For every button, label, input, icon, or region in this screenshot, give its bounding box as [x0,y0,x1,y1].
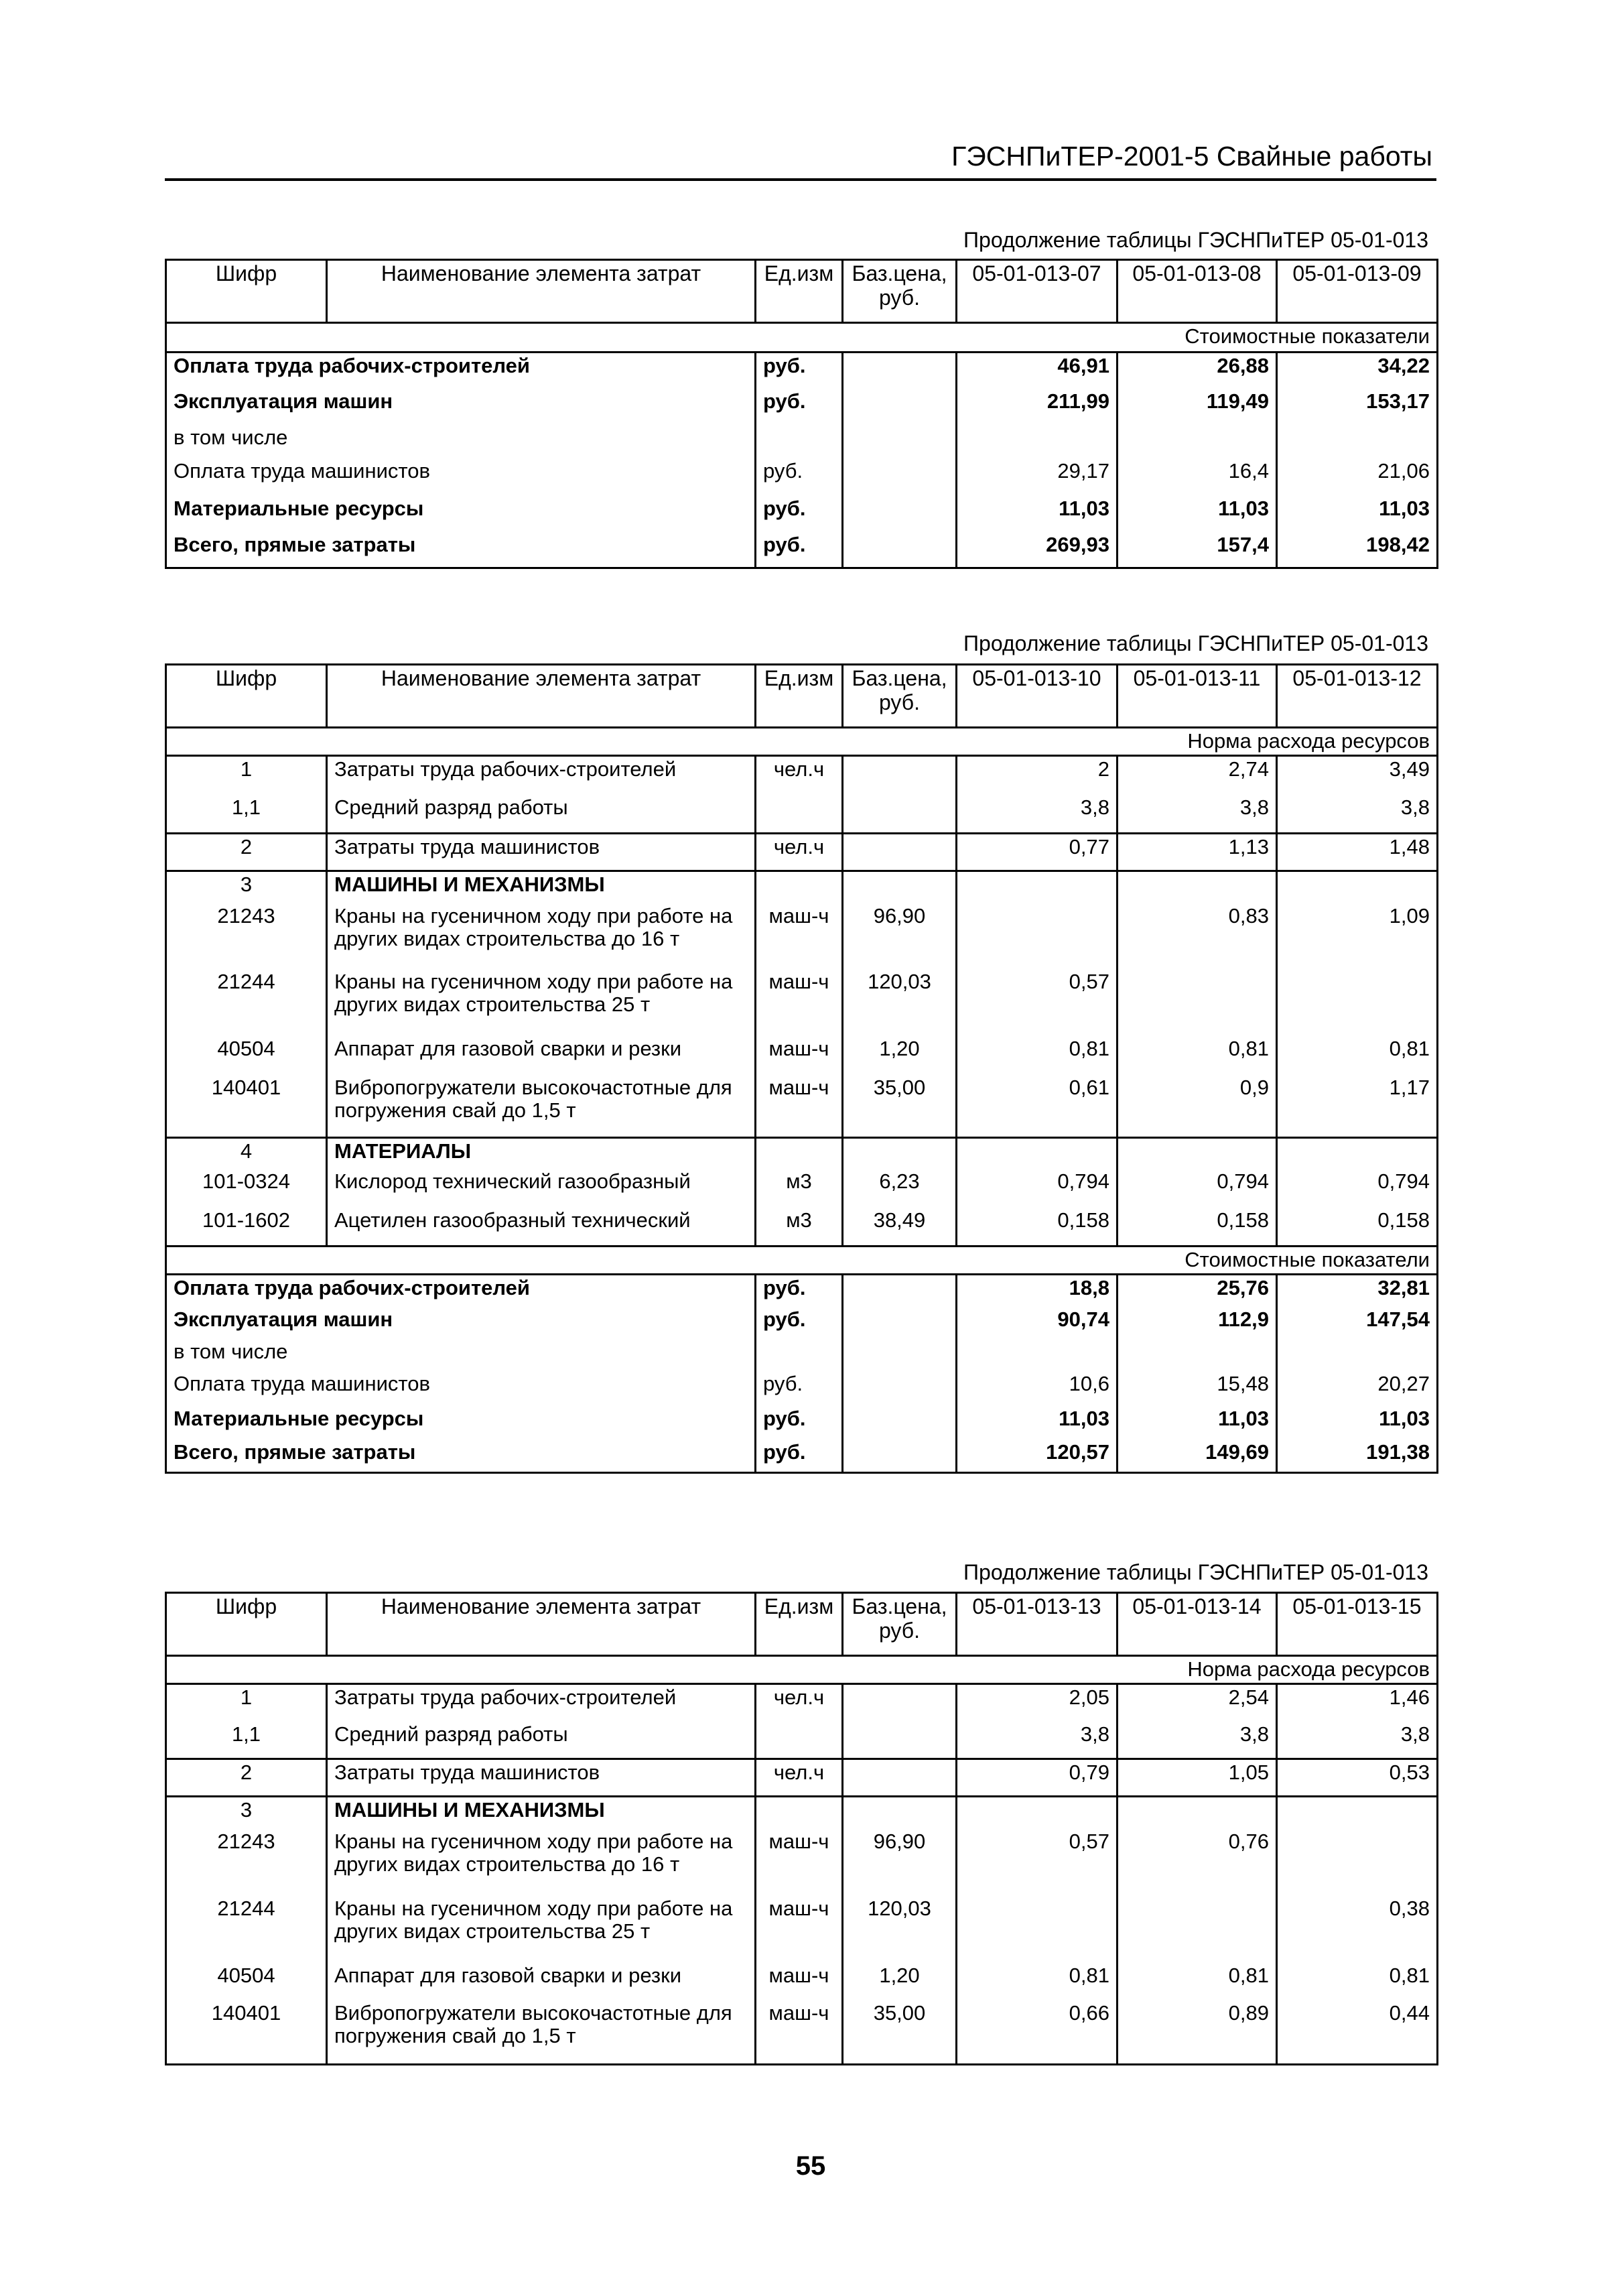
row-name: Краны на гусеничном ходу при работе на других видах строительства 25 т [327,1896,756,1963]
table-header-row [166,665,1438,728]
col-header-unit: Ед.изм [756,1593,843,1656]
row-unit: маш-ч [756,1829,843,1896]
row-value-2: 0,9 [1118,1075,1277,1138]
row-value-2: 0,89 [1118,2000,1277,2065]
row-unit: маш-ч [756,969,843,1036]
row-value-3: 32,81 [1277,1275,1438,1307]
row-value-3: 0,81 [1277,1963,1438,2000]
row-unit: руб. [756,532,843,568]
row-value-2: 16,4 [1118,458,1277,496]
row-value-1 [957,1339,1118,1371]
row-price [843,1722,957,1759]
row-code: 2 [166,834,327,871]
row-unit: руб. [756,1275,843,1307]
section-label: Стоимостные показатели [166,1247,1438,1275]
row-value-1 [957,1138,1118,1169]
row-value-1: 0,79 [957,1759,1118,1797]
row-value-1 [957,1896,1118,1963]
row-value-1: 18,8 [957,1275,1118,1307]
row-name: Вибропогружатели высокочастотные для погружения свай до 1,5 т [327,2000,756,2065]
row-name: Материальные ресурсы [166,1406,756,1440]
row-name: Аппарат для газовой сварки и резки [327,1963,756,2000]
row-code: 3 [166,1797,327,1829]
row-price [843,425,957,458]
col-header-1: 05-01-013-13 [957,1593,1118,1656]
row-value-3: 3,8 [1277,795,1438,834]
row-code: 140401 [166,1075,327,1138]
row-name: Ацетилен газообразный технический [327,1208,756,1247]
row-price [843,532,957,568]
row-price [843,871,957,903]
row-unit: маш-ч [756,1963,843,2000]
col-header-price: Баз.цена, руб. [843,260,957,323]
row-name: Краны на гусеничном ходу при работе на других видах строительства 25 т [327,969,756,1036]
row-value-1: 0,158 [957,1208,1118,1247]
col-header-2: 05-01-013-08 [1118,260,1277,323]
row-price [843,1307,957,1339]
row-value-2 [1118,969,1277,1036]
row-price [843,389,957,425]
header-divider [165,178,1436,181]
row-name: Затраты труда машинистов [327,834,756,871]
row-price [843,458,957,496]
col-header-name: Наименование элемента затрат [327,1593,756,1656]
row-value-2: 119,49 [1118,389,1277,425]
row-value-2: 0,81 [1118,1036,1277,1075]
row-value-2: 3,8 [1118,795,1277,834]
row-value-2: 0,158 [1118,1208,1277,1247]
row-code: 4 [166,1138,327,1169]
row-unit: маш-ч [756,2000,843,2065]
row-value-2 [1118,1797,1277,1829]
table-row [166,834,1438,871]
table-row [166,1371,1438,1406]
row-unit [756,1339,843,1371]
row-value-3: 0,158 [1277,1208,1438,1247]
row-price [843,834,957,871]
col-header-name: Наименование элемента затрат [327,260,756,323]
row-value-1: 29,17 [957,458,1118,496]
col-header-2: 05-01-013-11 [1118,665,1277,728]
row-value-1: 2 [957,756,1118,795]
table-row [166,1075,1438,1138]
col-header-code: Шифр [166,1593,327,1656]
row-name: в том числе [166,425,756,458]
row-unit: чел.ч [756,756,843,795]
row-value-2: 15,48 [1118,1371,1277,1406]
section-row [166,1656,1438,1684]
row-unit [756,871,843,903]
row-value-3: 3,49 [1277,756,1438,795]
row-name: Затраты труда рабочих-строителей [327,1684,756,1722]
row-name: МАТЕРИАЛЫ [327,1138,756,1169]
row-value-1: 0,66 [957,2000,1118,2065]
row-value-1: 211,99 [957,389,1118,425]
section-row [166,323,1438,353]
row-code: 40504 [166,1963,327,2000]
table-row [166,1275,1438,1307]
row-value-3 [1277,871,1438,903]
row-value-1 [957,903,1118,969]
row-value-1: 269,93 [957,532,1118,568]
table-row [166,903,1438,969]
row-value-2: 11,03 [1118,1406,1277,1440]
table-3 [165,1592,1438,2065]
row-unit: маш-ч [756,1075,843,1138]
row-value-2 [1118,1339,1277,1371]
table-header-row [166,1593,1438,1656]
row-unit [756,795,843,834]
row-value-3 [1277,1829,1438,1896]
row-price: 35,00 [843,1075,957,1138]
col-header-1: 05-01-013-07 [957,260,1118,323]
table-row [166,1829,1438,1896]
table-row [166,1208,1438,1247]
row-value-2 [1118,425,1277,458]
table-row [166,1684,1438,1722]
row-value-3: 1,17 [1277,1075,1438,1138]
row-name: Материальные ресурсы [166,496,756,532]
row-price [843,1275,957,1307]
row-unit: маш-ч [756,1896,843,1963]
row-code: 1,1 [166,1722,327,1759]
row-value-3: 3,8 [1277,1722,1438,1759]
row-value-3: 198,42 [1277,532,1438,568]
row-value-1: 0,57 [957,969,1118,1036]
row-value-1 [957,871,1118,903]
row-value-3: 0,44 [1277,2000,1438,2065]
table-row [166,1138,1438,1169]
table-2-caption: Продолжение таблицы ГЭСНПиТЕР 05-01-013 [963,631,1428,655]
row-value-3 [1277,1797,1438,1829]
section-label: Норма расхода ресурсов [166,1656,1438,1684]
row-price [843,1684,957,1722]
row-name: Всего, прямые затраты [166,532,756,568]
row-name: Оплата труда рабочих-строителей [166,1275,756,1307]
row-value-1: 2,05 [957,1684,1118,1722]
row-name: Вибропогружатели высокочастотные для погружения свай до 1,5 т [327,1075,756,1138]
row-value-1: 120,57 [957,1440,1118,1473]
row-price: 35,00 [843,2000,957,2065]
row-unit: руб. [756,1307,843,1339]
table-row [166,1722,1438,1759]
row-value-2: 149,69 [1118,1440,1277,1473]
table-row [166,458,1438,496]
row-price [843,353,957,389]
table-row [166,1339,1438,1371]
row-price: 96,90 [843,903,957,969]
row-unit: маш-ч [756,1036,843,1075]
row-unit: руб. [756,1440,843,1473]
table-row [166,1797,1438,1829]
table-row [166,1963,1438,2000]
row-price [843,1440,957,1473]
table-row [166,1169,1438,1208]
row-price [843,1797,957,1829]
row-value-2: 26,88 [1118,353,1277,389]
row-value-1: 0,794 [957,1169,1118,1208]
row-value-3: 20,27 [1277,1371,1438,1406]
col-header-3: 05-01-013-09 [1277,260,1438,323]
table-2 [165,663,1438,1474]
row-code: 1,1 [166,795,327,834]
col-header-3: 05-01-013-15 [1277,1593,1438,1656]
row-unit: м3 [756,1169,843,1208]
col-header-1: 05-01-013-10 [957,665,1118,728]
table-row [166,1406,1438,1440]
row-unit [756,1722,843,1759]
row-code: 21243 [166,903,327,969]
row-price [843,1759,957,1797]
page-number: 55 [795,2151,826,2181]
table-row [166,353,1438,389]
row-price: 38,49 [843,1208,957,1247]
row-name: Эксплуатация машин [166,1307,756,1339]
row-value-2: 2,74 [1118,756,1277,795]
table-row [166,1440,1438,1473]
row-price: 1,20 [843,1963,957,2000]
section-label: Стоимостные показатели [166,323,1438,353]
row-code: 21243 [166,1829,327,1896]
row-value-2: 2,54 [1118,1684,1277,1722]
row-value-3: 1,46 [1277,1684,1438,1722]
row-value-2 [1118,1138,1277,1169]
row-price [843,795,957,834]
table-row [166,389,1438,425]
row-unit: чел.ч [756,1759,843,1797]
row-price: 96,90 [843,1829,957,1896]
row-unit: руб. [756,496,843,532]
row-name: в том числе [166,1339,756,1371]
table-row [166,1759,1438,1797]
row-value-3: 153,17 [1277,389,1438,425]
table-row [166,532,1438,568]
row-value-3 [1277,425,1438,458]
row-unit: руб. [756,389,843,425]
table-row [166,496,1438,532]
row-code: 2 [166,1759,327,1797]
row-value-2: 3,8 [1118,1722,1277,1759]
table-row [166,1307,1438,1339]
row-name: Аппарат для газовой сварки и резки [327,1036,756,1075]
row-price [843,1339,957,1371]
row-price: 6,23 [843,1169,957,1208]
row-unit: чел.ч [756,834,843,871]
row-value-1: 3,8 [957,795,1118,834]
table-row [166,795,1438,834]
row-value-1: 0,77 [957,834,1118,871]
row-code: 3 [166,871,327,903]
table-row [166,969,1438,1036]
row-code: 21244 [166,1896,327,1963]
row-value-3 [1277,1339,1438,1371]
row-value-2: 25,76 [1118,1275,1277,1307]
row-value-3: 0,81 [1277,1036,1438,1075]
col-header-unit: Ед.изм [756,665,843,728]
row-value-3: 0,53 [1277,1759,1438,1797]
table-row [166,1036,1438,1075]
row-price: 1,20 [843,1036,957,1075]
row-value-2: 0,81 [1118,1963,1277,2000]
row-value-2: 112,9 [1118,1307,1277,1339]
row-value-2: 0,83 [1118,903,1277,969]
col-header-3: 05-01-013-12 [1277,665,1438,728]
row-unit: м3 [756,1208,843,1247]
row-value-1: 11,03 [957,1406,1118,1440]
row-value-3: 21,06 [1277,458,1438,496]
table-1-caption: Продолжение таблицы ГЭСНПиТЕР 05-01-013 [963,228,1428,252]
section-row [166,728,1438,756]
row-value-2 [1118,1896,1277,1963]
row-code: 1 [166,756,327,795]
col-header-code: Шифр [166,260,327,323]
row-value-1: 0,57 [957,1829,1118,1896]
row-name: МАШИНЫ И МЕХАНИЗМЫ [327,1797,756,1829]
row-value-1: 3,8 [957,1722,1118,1759]
row-price [843,1371,957,1406]
table-1 [165,259,1438,569]
col-header-unit: Ед.изм [756,260,843,323]
row-price: 120,03 [843,1896,957,1963]
row-value-3: 147,54 [1277,1307,1438,1339]
row-value-3: 11,03 [1277,496,1438,532]
row-value-2 [1118,871,1277,903]
table-row [166,1896,1438,1963]
page-header-title: ГЭСНПиТЕР-2001-5 Свайные работы [951,141,1432,172]
row-price [843,1406,957,1440]
row-value-1: 11,03 [957,496,1118,532]
row-unit: руб. [756,1371,843,1406]
row-value-3 [1277,969,1438,1036]
row-name: Затраты труда машинистов [327,1759,756,1797]
table-row [166,425,1438,458]
row-name: Средний разряд работы [327,1722,756,1759]
row-price [843,496,957,532]
row-value-1 [957,425,1118,458]
row-unit: маш-ч [756,903,843,969]
row-unit: чел.ч [756,1684,843,1722]
table-row [166,871,1438,903]
row-name: Эксплуатация машин [166,389,756,425]
table-row [166,2000,1438,2065]
row-value-3: 191,38 [1277,1440,1438,1473]
row-code: 101-1602 [166,1208,327,1247]
row-name: МАШИНЫ И МЕХАНИЗМЫ [327,871,756,903]
row-value-1: 90,74 [957,1307,1118,1339]
row-value-2: 1,13 [1118,834,1277,871]
row-value-2: 0,76 [1118,1829,1277,1896]
row-unit: руб. [756,1406,843,1440]
row-value-3 [1277,1138,1438,1169]
col-header-2: 05-01-013-14 [1118,1593,1277,1656]
row-price [843,1138,957,1169]
row-value-1: 0,81 [957,1963,1118,2000]
row-name: Оплата труда рабочих-строителей [166,353,756,389]
row-name: Оплата труда машинистов [166,1371,756,1406]
row-unit [756,425,843,458]
row-value-2: 11,03 [1118,496,1277,532]
row-value-3: 1,48 [1277,834,1438,871]
row-name: Оплата труда машинистов [166,458,756,496]
row-value-1: 10,6 [957,1371,1118,1406]
row-unit [756,1797,843,1829]
row-value-3: 0,38 [1277,1896,1438,1963]
row-value-1: 0,61 [957,1075,1118,1138]
section-label: Норма расхода ресурсов [166,728,1438,756]
row-price [843,756,957,795]
col-header-price: Баз.цена, руб. [843,665,957,728]
row-value-3: 1,09 [1277,903,1438,969]
row-value-2: 0,794 [1118,1169,1277,1208]
section-row [166,1247,1438,1275]
row-value-3: 11,03 [1277,1406,1438,1440]
row-code: 101-0324 [166,1169,327,1208]
row-value-2: 157,4 [1118,532,1277,568]
col-header-price: Баз.цена, руб. [843,1593,957,1656]
row-code: 1 [166,1684,327,1722]
row-name: Краны на гусеничном ходу при работе на других видах строительства до 16 т [327,1829,756,1896]
row-name: Кислород технический газообразный [327,1169,756,1208]
row-unit: руб. [756,353,843,389]
row-name: Средний разряд работы [327,795,756,834]
row-value-3: 0,794 [1277,1169,1438,1208]
row-unit [756,1138,843,1169]
row-value-1 [957,1797,1118,1829]
col-header-name: Наименование элемента затрат [327,665,756,728]
col-header-code: Шифр [166,665,327,728]
row-value-2: 1,05 [1118,1759,1277,1797]
row-unit: руб. [756,458,843,496]
row-name: Затраты труда рабочих-строителей [327,756,756,795]
table-row [166,756,1438,795]
table-3-caption: Продолжение таблицы ГЭСНПиТЕР 05-01-013 [963,1560,1428,1584]
row-value-3: 34,22 [1277,353,1438,389]
row-name: Всего, прямые затраты [166,1440,756,1473]
row-code: 40504 [166,1036,327,1075]
row-code: 140401 [166,2000,327,2065]
row-value-1: 0,81 [957,1036,1118,1075]
row-name: Краны на гусеничном ходу при работе на других видах строительства до 16 т [327,903,756,969]
row-code: 21244 [166,969,327,1036]
table-header-row [166,260,1438,323]
row-price: 120,03 [843,969,957,1036]
row-value-1: 46,91 [957,353,1118,389]
